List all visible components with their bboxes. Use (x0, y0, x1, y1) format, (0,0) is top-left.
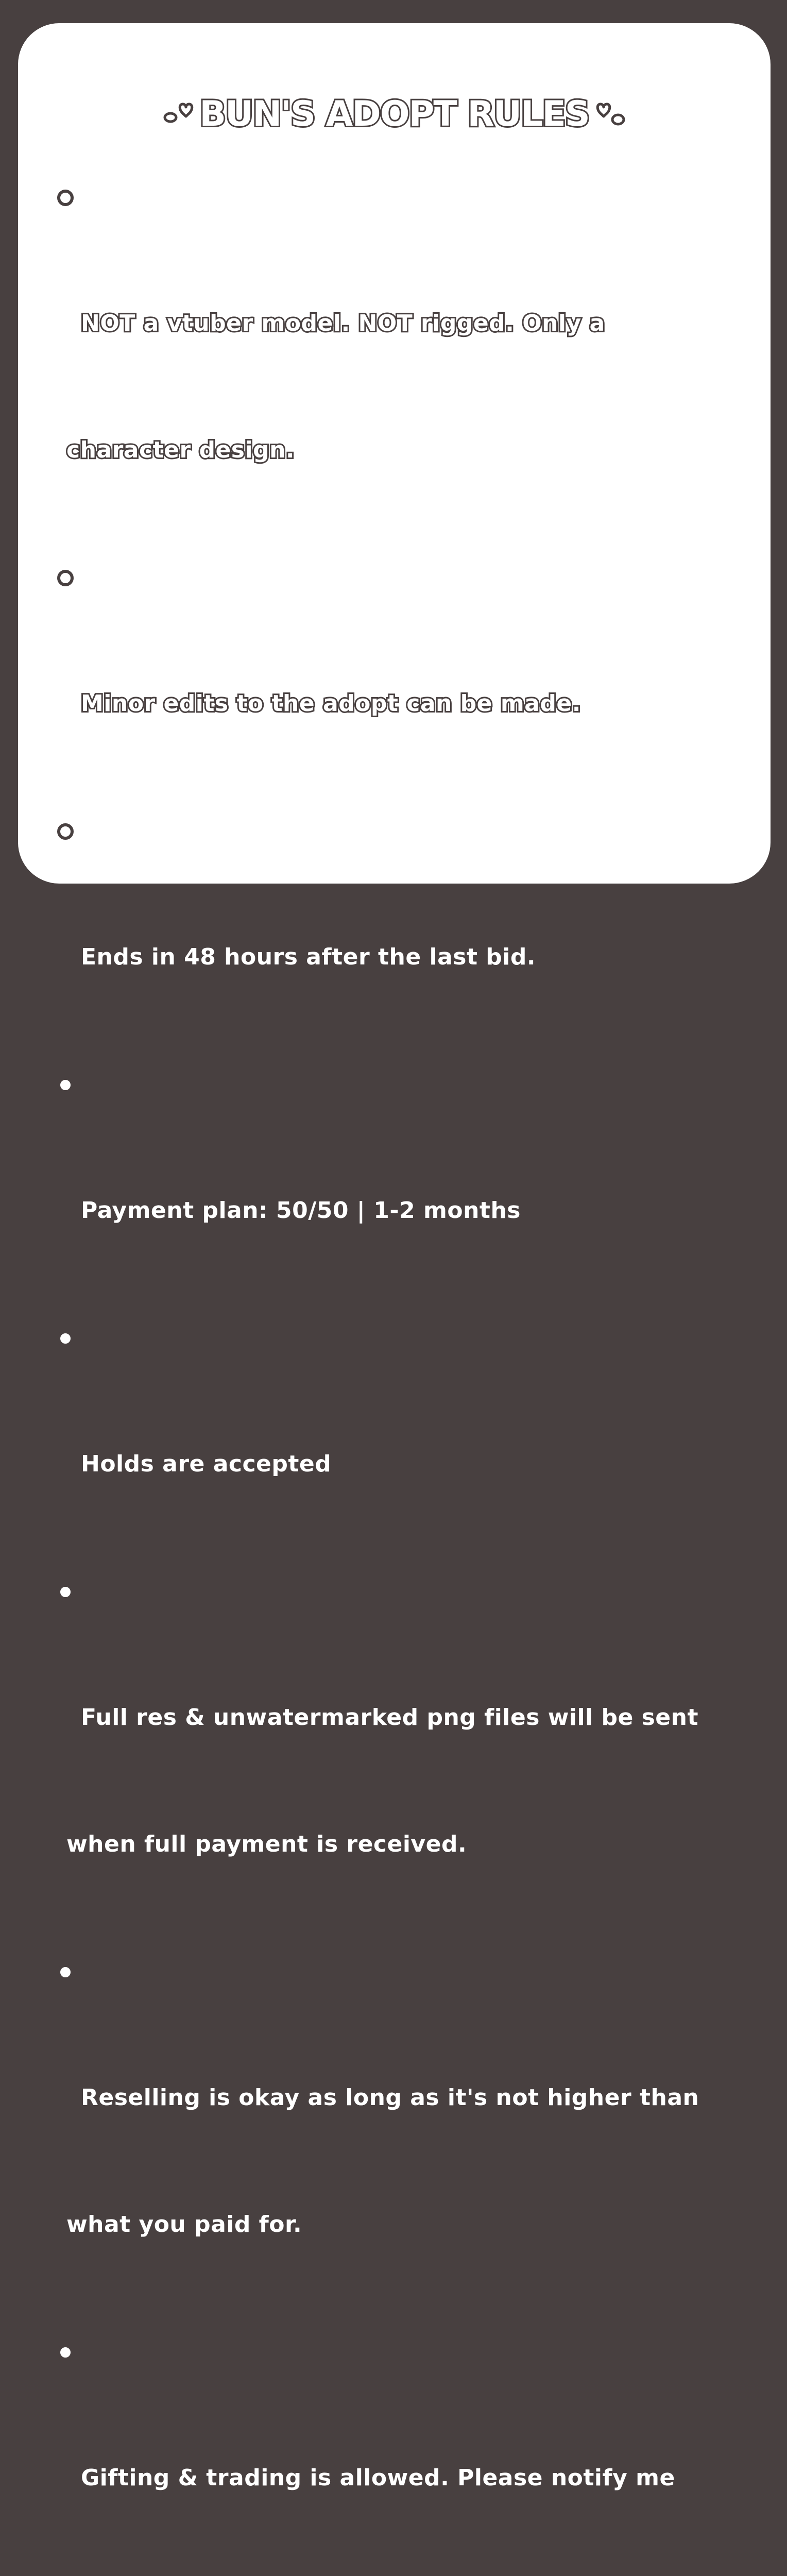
rule-text: Ends in 48 hours after the last bid. (81, 944, 536, 970)
rule-text: Payment plan: 50/50 | 1-2 months (81, 1197, 521, 1224)
rule-item (57, 1063, 778, 1316)
rule-text: Reselling is okay as long as it's not higher than (81, 2084, 699, 2111)
bunny-heart-icon (163, 99, 194, 130)
rule-text: Full res & unwatermarked png files will be sent (81, 1704, 698, 1731)
bullet-icon (57, 1964, 74, 1980)
bullet-icon (57, 823, 74, 840)
rule-text: Minor edits to the adopt can be made. (81, 690, 581, 717)
rule-text: NOT a vtuber model. NOT rigged. Only a (81, 310, 605, 336)
rule-text: when full payment is received. (66, 1831, 467, 1857)
rule-text: what you paid for. (66, 2211, 302, 2238)
bullet-icon (57, 570, 74, 586)
page-title: BUN'S ADOPT RULES (199, 94, 589, 134)
title-row (18, 91, 771, 138)
rule-item (57, 556, 778, 809)
rule-item (57, 1316, 778, 1570)
rules-list (57, 176, 778, 2576)
rules-card (18, 23, 771, 2491)
bullet-icon (57, 1077, 74, 1093)
rule-item (57, 1950, 778, 2330)
rule-item (57, 2330, 778, 2576)
rule-text: character design. (66, 437, 295, 463)
bullet-icon (57, 190, 74, 206)
bullet-icon (57, 2344, 74, 2361)
rule-text: Gifting & trading is allowed. Please notify me (81, 2465, 675, 2491)
rule-item (57, 809, 778, 1063)
rule-item (57, 176, 778, 556)
rule-text: Holds are accepted (81, 1451, 332, 1477)
heart-bunny-icon (594, 99, 625, 130)
bullet-icon (57, 1584, 74, 1600)
bullet-icon (57, 1330, 74, 1347)
rule-item (57, 1570, 778, 1950)
